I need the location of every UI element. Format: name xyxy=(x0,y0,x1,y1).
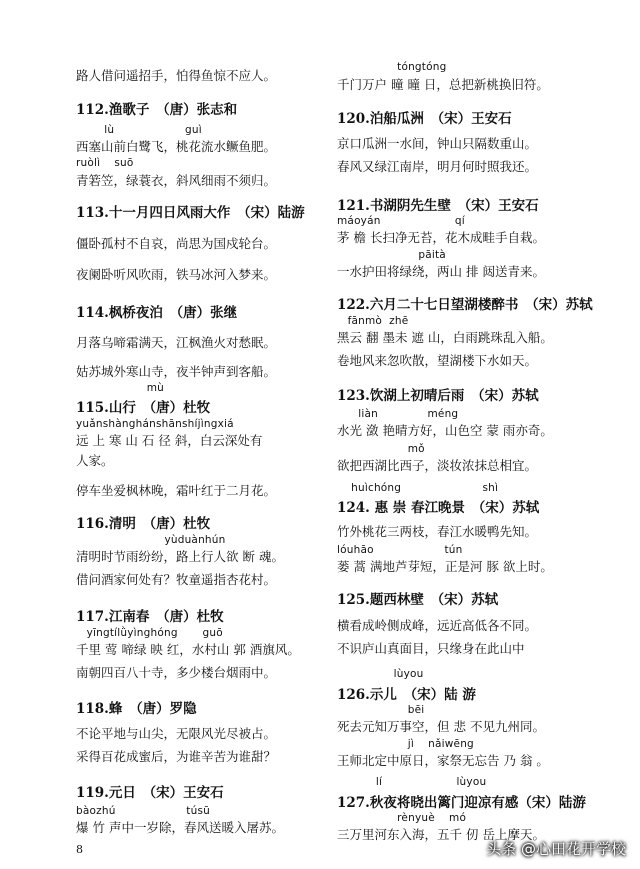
poem-line: 姑苏城外寒山寺，夜半钟声到客船。 xyxy=(76,364,277,379)
poem-line: 不论平地与山尖，无限风光尽被占。 xyxy=(76,726,277,741)
pinyin-annotation: fānmò zhē xyxy=(337,315,409,327)
pinyin-annotation: lùyou xyxy=(337,668,424,680)
poem-line: 采得百花成蜜后，为谁辛苦为谁甜？ xyxy=(76,749,277,764)
poem-title: 122.六月二十七日望湖楼醉书 （宋）苏轼 xyxy=(337,297,593,313)
poem-line: 人家。 xyxy=(76,453,114,468)
poem-line: 清明时节雨纷纷，路上行人欲 断 魂。 xyxy=(76,549,284,564)
pinyin-annotation: máoyán qí xyxy=(337,215,465,227)
poem-title: 125.题西林壁 （宋）苏轼 xyxy=(337,592,499,608)
poem-line: 京口瓜洲一水间，钟山只隔数重山。 xyxy=(337,136,538,151)
poem-line: 水光 潋 艳晴方好，山色空 蒙 雨亦奇。 xyxy=(337,423,553,438)
pinyin-annotation: mù xyxy=(76,382,165,394)
poem-title: 114.枫桥夜泊 （唐）张继 xyxy=(76,305,238,321)
poem-line: 停车坐爱枫林晚，霜叶红于二月花。 xyxy=(76,483,277,498)
watermark: 头条 @心田花开学校 xyxy=(486,840,626,858)
pinyin-annotation: yuǎnshànghánshānshíjìngxiá xyxy=(76,418,234,430)
poem-line: 西塞山前白鹭飞，桃花流水鳜鱼肥。 xyxy=(76,139,277,154)
poem-title: 117.江南春 （唐）杜牧 xyxy=(76,609,224,625)
poem-title: 123.饮湖上初晴后雨 （宋）苏轼 xyxy=(337,388,539,404)
poem-line: 借问酒家何处有？牧童遥指杏花村。 xyxy=(76,572,277,587)
poem-title: 118.蜂 （唐）罗隐 xyxy=(76,701,197,717)
poem-line: 夜阑卧听风吹雨，铁马冰河入梦来。 xyxy=(76,267,277,282)
poem-line: 死去元知万事空，但 悲 不见九州同。 xyxy=(337,719,545,734)
pinyin-annotation: lóuhāo tún xyxy=(337,544,463,556)
poem-title: 120.泊船瓜洲 （宋）王安石 xyxy=(337,111,512,127)
pinyin-annotation: tóngtóng xyxy=(337,61,447,73)
poem-line: 千里 莺 啼绿 映 红，水村山 郭 酒旗风。 xyxy=(76,642,300,657)
poem-line: 蒌 蒿 满地芦芽短，正是河 豚 欲上时。 xyxy=(337,559,553,574)
pinyin-annotation: huìchóng shì xyxy=(337,482,499,494)
poem-title: 116.清明 （唐）杜牧 xyxy=(76,516,211,532)
poem-line: 路人借问遥招手，怕得鱼惊不应人。 xyxy=(76,68,277,83)
pinyin-annotation: liàn méng xyxy=(337,408,459,420)
poem-line: 横看成岭侧成峰，远近高低各不同。 xyxy=(337,618,538,633)
poem-line: 青箬笠，绿蓑衣，斜风细雨不须归。 xyxy=(76,173,277,188)
pinyin-annotation: bàozhú túsū xyxy=(76,805,210,817)
poem-title: 127.秋夜将晓出篱门迎凉有感（宋）陆游 xyxy=(337,795,586,811)
poem-line: 一水护田将绿绕，两山 排 闼送青来。 xyxy=(337,264,545,279)
poem-title: 113.十一月四日风雨大作 （宋）陆游 xyxy=(76,205,305,221)
pinyin-annotation: lí lùyou xyxy=(337,776,487,788)
poem-line: 不识庐山真面目，只缘身在此山中 xyxy=(337,641,525,656)
pinyin-annotation: bēi xyxy=(337,704,425,716)
poem-line: 黑云 翻 墨未 遮 山，白雨跳珠乱入船。 xyxy=(337,330,553,345)
poem-line: 爆 竹 声中一岁除，春风送暖入屠苏。 xyxy=(76,820,284,835)
poem-line: 茅 檐 长扫净无苔，花木成畦手自栽。 xyxy=(337,230,545,245)
poem-title: 126.示儿 （宋）陆 游 xyxy=(337,687,476,703)
poem-line: 三万里河东入海，五千 仞 岳上摩天。 xyxy=(337,827,545,842)
poem-line: 春风又绿江南岸，明月何时照我还。 xyxy=(337,159,538,174)
pinyin-annotation: pāità xyxy=(337,249,446,261)
poem-title: 121.书湖阴先生壁 （宋）王安石 xyxy=(337,198,539,214)
pinyin-annotation: jì nǎiwēng xyxy=(337,738,474,750)
pinyin-annotation: lù guì xyxy=(76,124,202,136)
poem-title: 112.渔歌子 （唐）张志和 xyxy=(76,102,238,118)
pinyin-annotation: ruòlì suō xyxy=(76,157,134,169)
poem-line: 南朝四百八十寺，多少楼台烟雨中。 xyxy=(76,665,277,680)
poem-line: 千门万户 曈 曈 日，总把新桃换旧符。 xyxy=(337,77,549,92)
poem-line: 远 上 寒 山 石 径 斜，白云深处有 xyxy=(76,433,263,448)
poem-line: 欲把西湖比西子，淡妆浓抹总相宜。 xyxy=(337,458,538,473)
poem-line: 僵卧孤村不自哀，尚思为国戍轮台。 xyxy=(76,236,277,251)
pinyin-annotation: yīngtílǜyìnghóng guō xyxy=(76,627,223,639)
poem-title: 124. 惠 崇 春江晚景 （宋）苏轼 xyxy=(337,500,540,516)
pinyin-annotation: yùduànhún xyxy=(76,534,226,546)
poem-line: 竹外桃花三两枝，春江水暖鸭先知。 xyxy=(337,524,538,539)
poem-line: 月落乌啼霜满天，江枫渔火对愁眠。 xyxy=(76,335,277,350)
poem-line: 卷地风来忽吹散，望湖楼下水如天。 xyxy=(337,353,538,368)
pinyin-annotation: rènyuè mó xyxy=(337,812,467,824)
pinyin-annotation: mǒ xyxy=(337,443,425,455)
poem-title: 119.元日 （宋）王安石 xyxy=(76,785,224,801)
poem-line: 王师北定中原日，家祭无忘告 乃 翁 。 xyxy=(337,753,549,768)
poem-title: 115.山行 （唐）杜牧 xyxy=(76,400,211,416)
page-number: 8 xyxy=(76,843,83,856)
